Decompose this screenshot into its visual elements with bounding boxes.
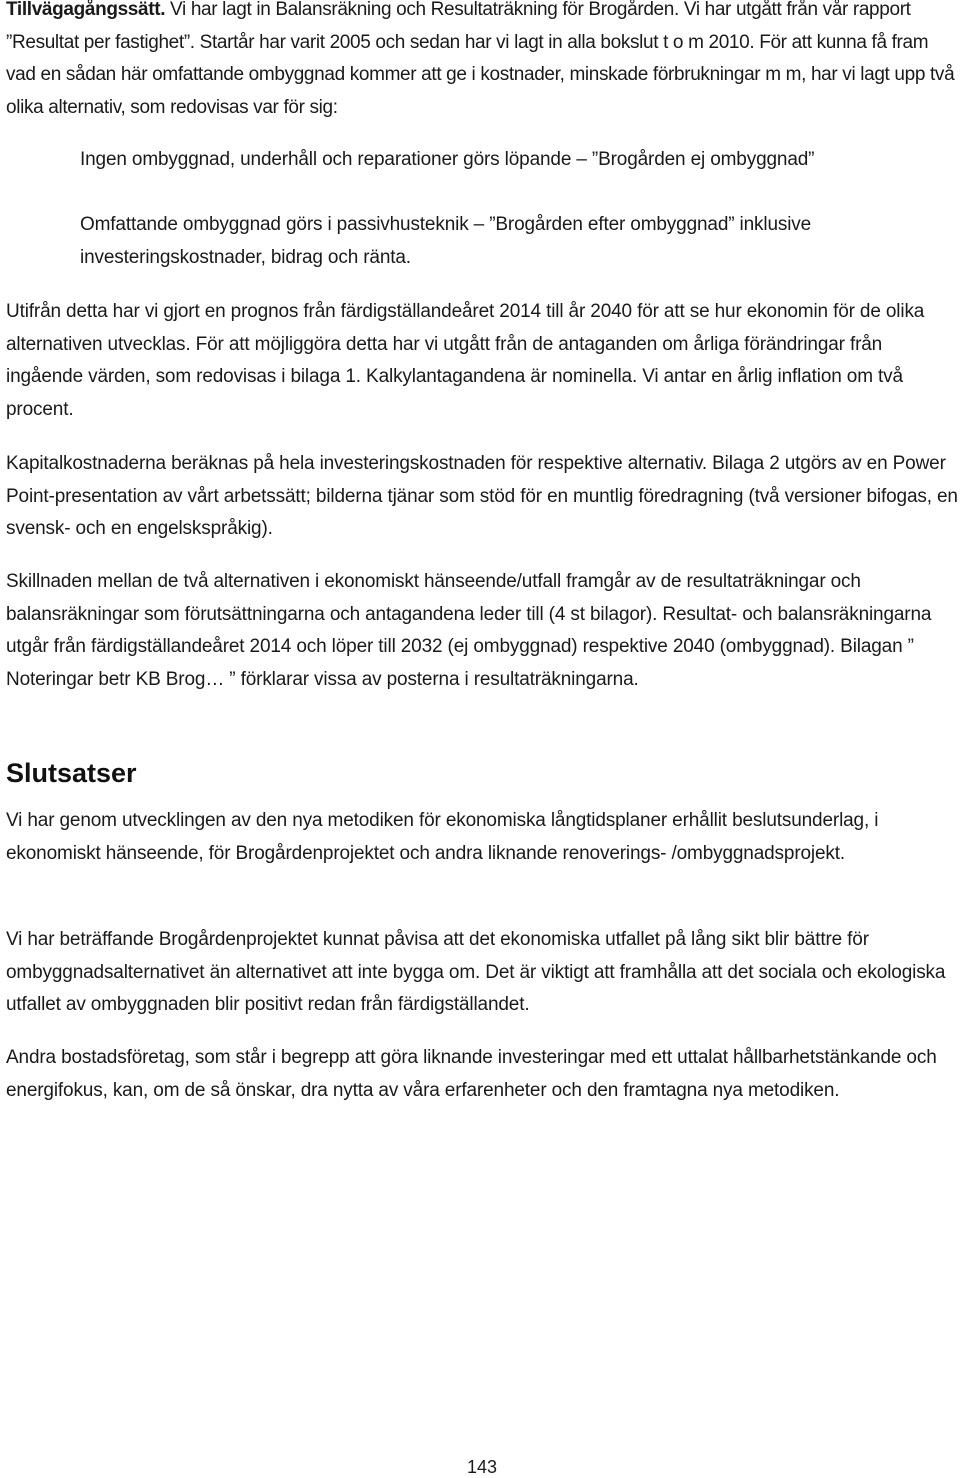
conclusion-paragraph-1: Vi har genom utvecklingen av den nya metodiken för ekonomiska långtidsplaner erhållit beslutsunderlag, i ekonomiskt hänseende, för Brogårdenprojektet och andra liknande renoverings- /ombyggnadsprojekt. (6, 810, 879, 864)
alternative-item-1: Ingen ombyggnad, underhåll och reparationer görs löpande – ”Brogården ej ombyggnad” (80, 149, 815, 170)
section-heading: Slutsatser (6, 758, 137, 788)
intro-text: Vi har lagt in Balansräkning och Resultaträkning för Brogården. Vi har utgått från vår rapport ”Resultat per fastighet”. Startår har varit 2005 och sedan har vi lagt in alla bokslut t o m 2010. För att kunna få fram vad en sådan här omfattande ombyggnad kommer att ge i kostnader, minskade förbrukningar m m, har vi lagt upp två olika alternativ, som redovisas var för sig: (6, 0, 955, 118)
alternative-item-2: Omfattande ombyggnad görs i passivhusteknik – ”Brogården efter ombyggnad” inklusive investeringskostnader, bidrag och ränta. (80, 214, 812, 268)
body-paragraph-differences: Skillnaden mellan de två alternativen i ekonomiskt hänseende/utfall framgår av de resultaträkningar och balansräkningar som förutsättningarna och antagandena leder till (4 st bilagor). Resultat- och balansräkningarna utgår från färdigställandeåret 2014 och löper till 2032 (ej ombyggnad) respektive 2040 (ombyggnad). Bilagan ” Noteringar betr KB Brog… ” förklarar vissa av posterna i resultaträkningarna. (6, 571, 932, 690)
body-paragraph-capital-costs: Kapitalkostnaderna beräknas på hela investeringskostnaden för respektive alternativ. Bilaga 2 utgörs av en Power Point-presentation av vårt arbetssätt; bilderna tjänar som stöd för en muntlig föredragning (två versioner bifogas, en svensk- och en engelskspråkig). (6, 453, 958, 539)
intro-paragraph (6, 0, 958, 124)
conclusion-paragraph-2: Vi har beträffande Brogårdenprojektet kunnat påvisa att det ekonomiska utfallet på lång sikt blir bättre för ombyggnadsalternativet än alternativet att inte bygga om. Det är viktigt att framhålla att det sociala och ekologiska utfallet av ombyggnaden blir positivt redan från färdigställandet. (6, 929, 946, 1015)
page-number: 143 (466, 1457, 498, 1477)
intro-bold-lead: Tillvägagångssätt. (6, 0, 166, 20)
conclusion-paragraph-3: Andra bostadsföretag, som står i begrepp att göra liknande investeringar med ett uttalat hållbarhetstänkande och energifokus, kan, om de så önskar, dra nytta av våra erfarenheter och den framtagna nya metodiken. (6, 1047, 937, 1101)
document-page (6, 0, 958, 1478)
body-paragraph-forecast: Utifrån detta har vi gjort en prognos från färdigställandeåret 2014 till år 2040 för att se hur ekonomin för de olika alternativen utvecklas. För att möjliggöra detta har vi utgått från de antaganden om årliga förändringar från ingående värden, som redovisas i bilaga 1. Kalkylantagandena är nominella. Vi antar en årlig inflation om två procent. (6, 301, 925, 420)
